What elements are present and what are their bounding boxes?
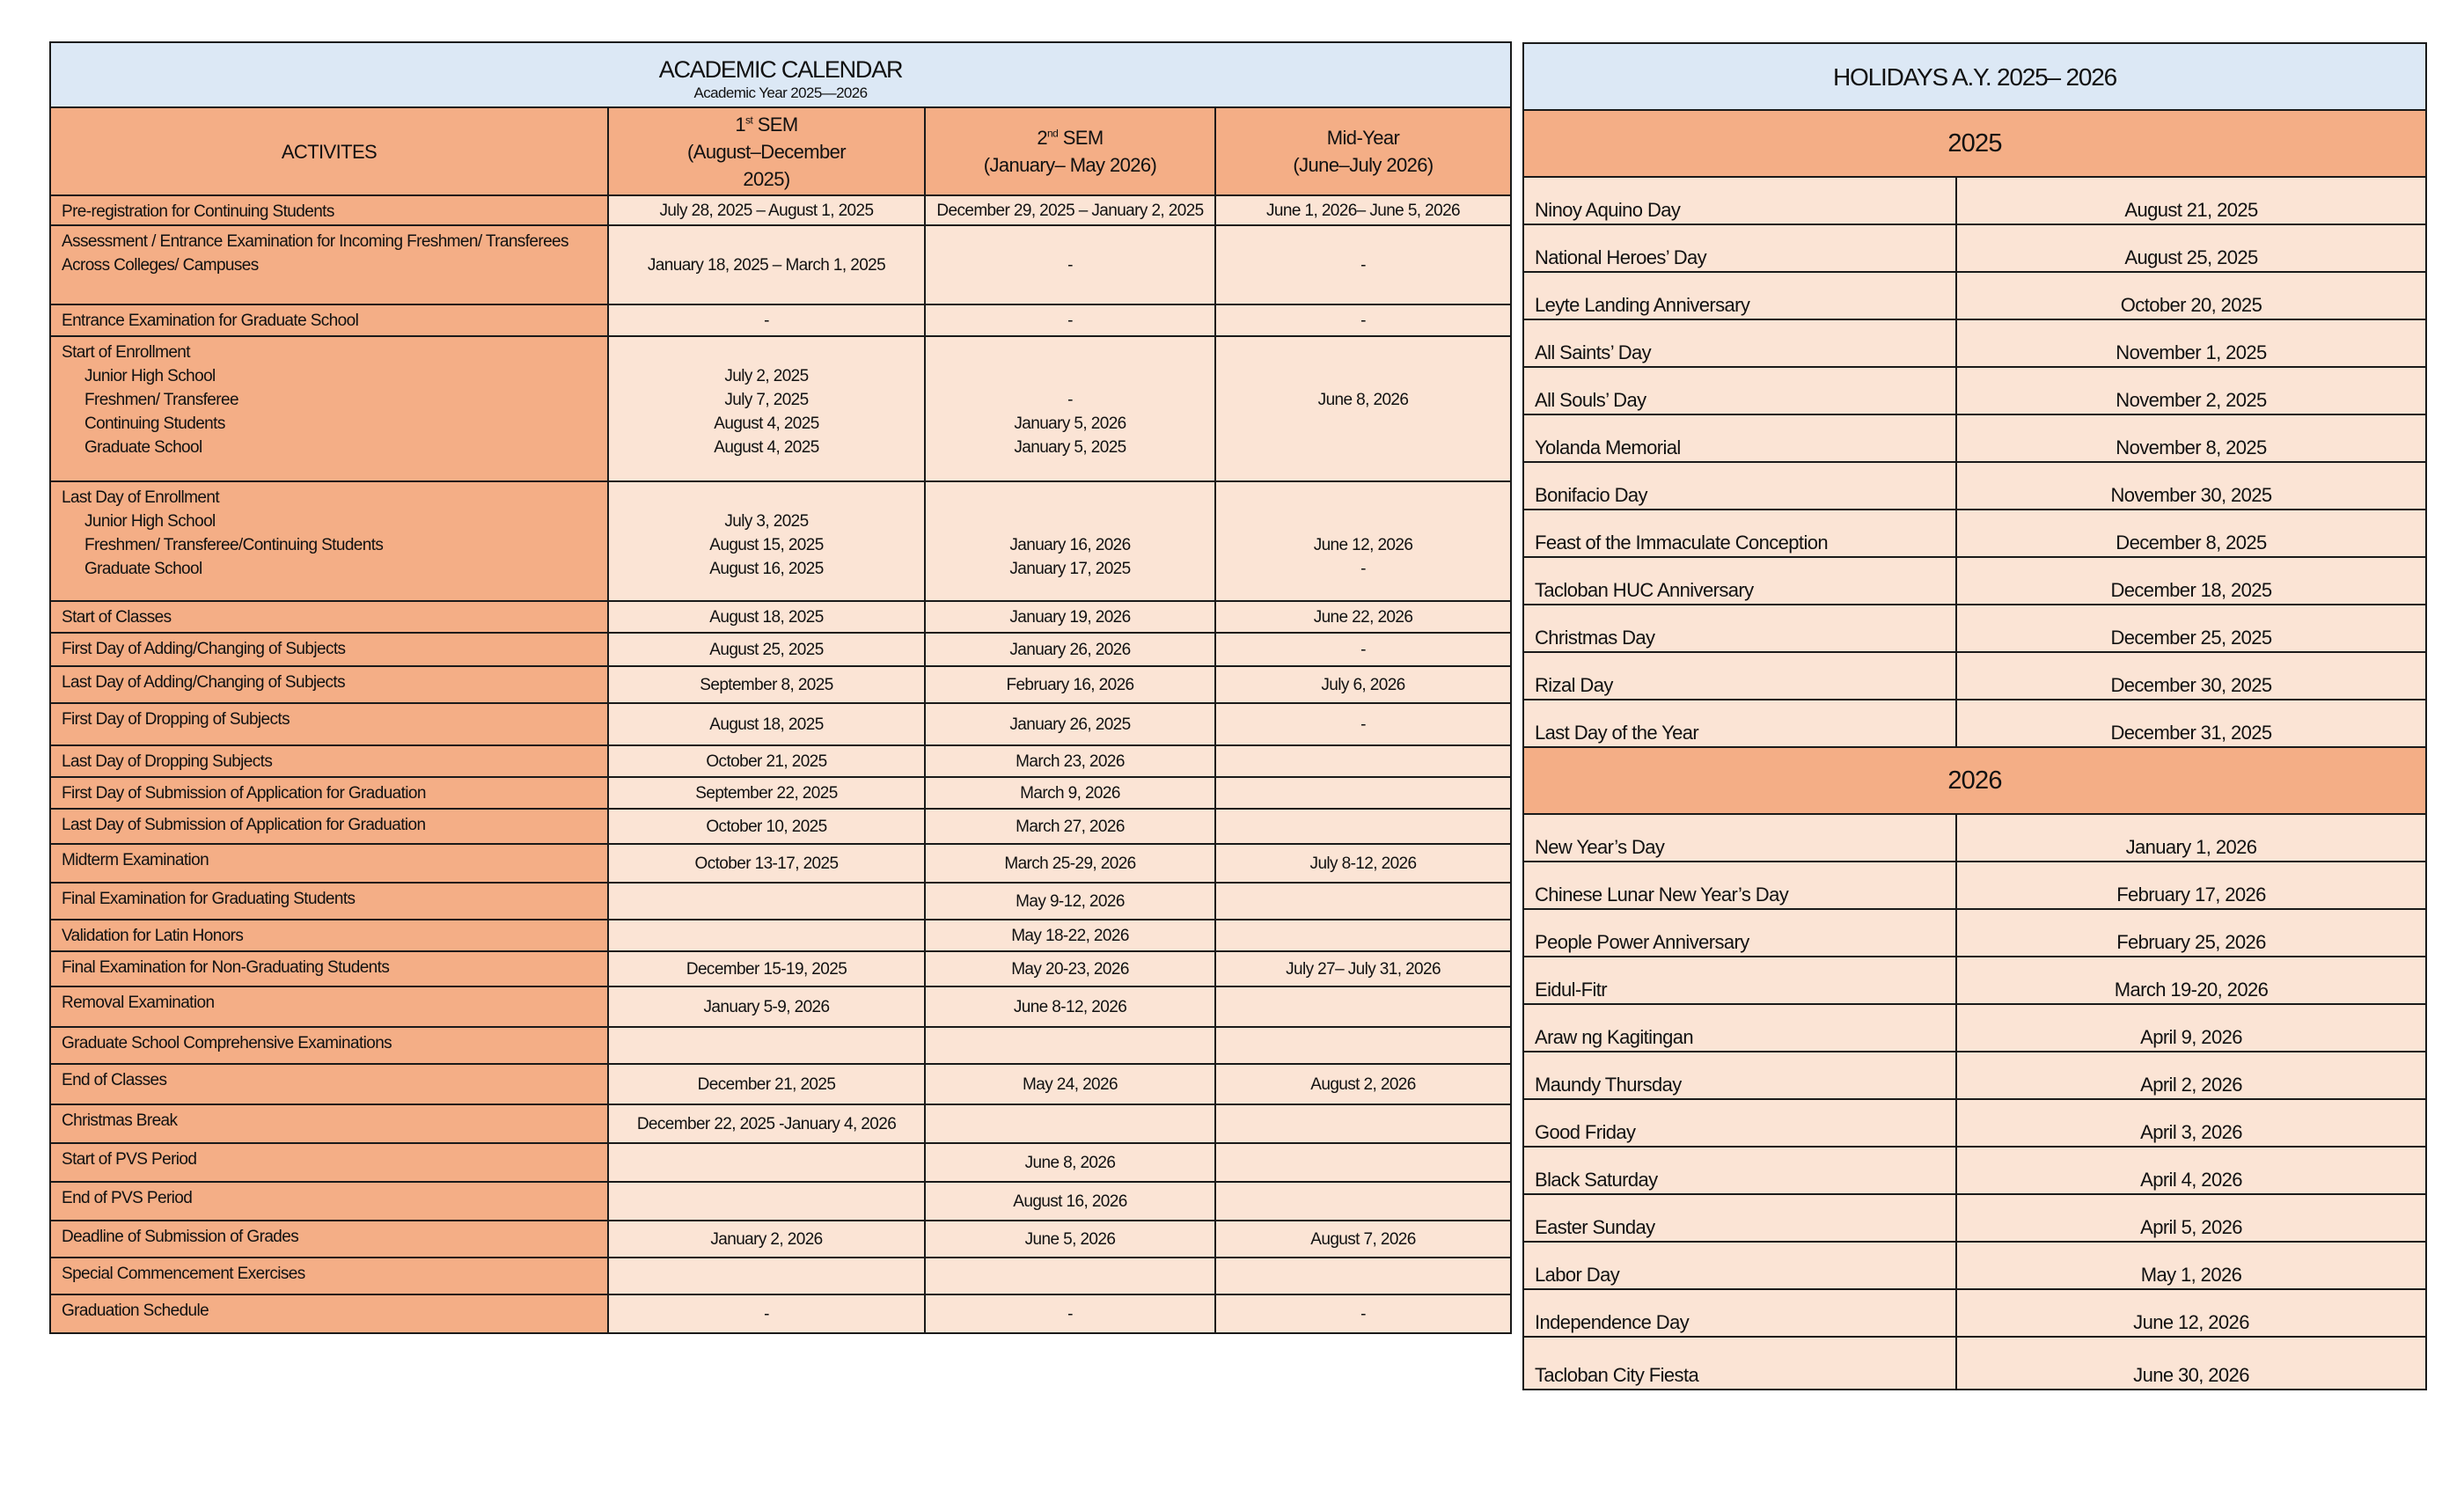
second-sem-cell xyxy=(925,1258,1215,1294)
holiday-date: May 1, 2026 xyxy=(1956,1242,2426,1289)
holiday-name: People Power Anniversary xyxy=(1523,909,1956,957)
holiday-date: April 4, 2026 xyxy=(1956,1147,2426,1194)
holiday-name: Good Friday xyxy=(1523,1099,1956,1147)
activity-cell xyxy=(50,745,608,777)
holiday-date: November 30, 2025 xyxy=(1956,462,2426,510)
mid-year-date: - xyxy=(1360,560,1366,578)
second-sem-cell: December 29, 2025 – January 2, 2025 xyxy=(925,195,1215,225)
first-sem-cell xyxy=(608,1143,925,1182)
holiday-name: All Saints’ Day xyxy=(1523,319,1956,367)
activity-label: Graduation Schedule xyxy=(62,1302,209,1320)
holiday-date: April 5, 2026 xyxy=(1956,1194,2426,1242)
first-sem-date: August 15, 2025 xyxy=(709,536,824,554)
mid-year-cell: June 1, 2026– June 5, 2026 xyxy=(1215,195,1511,225)
table-row xyxy=(50,986,1511,1027)
second-sem-cell: January 19, 2026 xyxy=(925,601,1215,633)
holiday-date: August 25, 2025 xyxy=(1956,224,2426,272)
second-sem-cell: June 8, 2026 xyxy=(925,1143,1215,1182)
activity-cell xyxy=(50,1258,608,1294)
second-sem-cell xyxy=(925,1027,1215,1064)
first-sem-cell: - xyxy=(608,1294,925,1333)
holiday-row xyxy=(1523,1242,2426,1289)
second-sem-cell: March 27, 2026 xyxy=(925,809,1215,844)
second-sem-cell: June 8-12, 2026 xyxy=(925,986,1215,1027)
activity-sub-label: Graduate School xyxy=(84,560,202,578)
activity-cell xyxy=(50,951,608,986)
holiday-date: December 8, 2025 xyxy=(1956,510,2426,557)
table-row xyxy=(50,703,1511,745)
holiday-date: April 3, 2026 xyxy=(1956,1099,2426,1147)
first-sem-cell: August 18, 2025 xyxy=(608,601,925,633)
activity-cell xyxy=(50,1104,608,1143)
mid-year-cell: August 2, 2026 xyxy=(1215,1064,1511,1104)
academic-year-subtitle: Academic Year 2025—2026 xyxy=(693,84,868,101)
first-sem-cell xyxy=(608,336,925,481)
activity-label: Last Day of Submission of Application for Graduation xyxy=(62,816,426,834)
activity-cell xyxy=(50,336,608,481)
first-sem-cell: December 15-19, 2025 xyxy=(608,951,925,986)
first-sem-date: August 16, 2025 xyxy=(709,560,824,578)
activity-cell xyxy=(50,809,608,844)
mid-year-cell xyxy=(1215,920,1511,951)
second-sem-cell: May 18-22, 2026 xyxy=(925,920,1215,951)
first-sem-cell: August 25, 2025 xyxy=(608,633,925,666)
activity-label: Midterm Examination xyxy=(62,851,209,869)
second-sem-cell: - xyxy=(925,225,1215,304)
holidays-body xyxy=(1523,110,2426,1390)
first-sem-cell: July 28, 2025 – August 1, 2025 xyxy=(608,195,925,225)
holiday-date: December 30, 2025 xyxy=(1956,652,2426,700)
first-sem-cell xyxy=(608,920,925,951)
activity-cell xyxy=(50,225,608,304)
activity-cell xyxy=(50,920,608,951)
table-row xyxy=(50,1294,1511,1333)
holiday-name: Eidul-Fitr xyxy=(1523,957,1956,1004)
second-sem-cell: - xyxy=(925,304,1215,336)
second-sem-cell: August 16, 2026 xyxy=(925,1182,1215,1221)
table-row xyxy=(50,666,1511,703)
second-sem-cell: March 9, 2026 xyxy=(925,777,1215,809)
holiday-row xyxy=(1523,510,2426,557)
academic-calendar-header xyxy=(50,42,1511,107)
holiday-name: All Souls’ Day xyxy=(1523,367,1956,414)
first-sem-date: August 4, 2025 xyxy=(714,414,819,433)
activity-sub-label: Freshmen/ Transferee/Continuing Students xyxy=(84,536,384,554)
first-sem-date: July 7, 2025 xyxy=(724,391,809,409)
mid-year-cell xyxy=(1215,809,1511,844)
first-sem-cell: August 18, 2025 xyxy=(608,703,925,745)
holiday-date: February 17, 2026 xyxy=(1956,862,2426,909)
holiday-row xyxy=(1523,1289,2426,1337)
holiday-row xyxy=(1523,367,2426,414)
column-header-second-sem: 2nd SEM (January– May 2026) xyxy=(925,107,1215,195)
activity-cell xyxy=(50,1064,608,1104)
mid-year-cell: - xyxy=(1215,703,1511,745)
mid-year-cell: June 22, 2026 xyxy=(1215,601,1511,633)
first-sem-cell: December 22, 2025 -January 4, 2026 xyxy=(608,1104,925,1143)
holiday-name: Black Saturday xyxy=(1523,1147,1956,1194)
second-sem-date: January 5, 2026 xyxy=(1014,414,1126,433)
activity-cell xyxy=(50,304,608,336)
holiday-name: Rizal Day xyxy=(1523,652,1956,700)
holiday-date: December 25, 2025 xyxy=(1956,605,2426,652)
column-header-mid-year: Mid-Year (June–July 2026) xyxy=(1215,107,1511,195)
activity-sub-label: Continuing Students xyxy=(84,414,225,433)
second-sem-cell: February 16, 2026 xyxy=(925,666,1215,703)
holiday-row xyxy=(1523,1337,2426,1390)
holiday-row xyxy=(1523,224,2426,272)
column-header-first-sem: 1st SEM (August–December 2025) xyxy=(608,107,925,195)
mid-year-cell xyxy=(1215,481,1511,601)
mid-year-date: June 12, 2026 xyxy=(1313,536,1413,554)
holiday-name: Yolanda Memorial xyxy=(1523,414,1956,462)
activity-sub-label: Freshmen/ Transferee xyxy=(84,391,238,409)
mid-year-cell xyxy=(1215,986,1511,1027)
holiday-date: December 18, 2025 xyxy=(1956,557,2426,605)
table-row xyxy=(50,1143,1511,1182)
first-sem-cell xyxy=(608,1027,925,1064)
mid-year-cell xyxy=(1215,745,1511,777)
activity-cell xyxy=(50,481,608,601)
activity-label: Deadline of Submission of Grades xyxy=(62,1228,299,1246)
holiday-name: Independence Day xyxy=(1523,1289,1956,1337)
activity-cell xyxy=(50,883,608,920)
activity-label: Start of Enrollment xyxy=(62,343,190,362)
second-sem-date: January 5, 2025 xyxy=(1014,438,1126,457)
activity-sub-label: Graduate School xyxy=(84,438,202,457)
table-row xyxy=(50,1104,1511,1143)
first-sem-cell: October 21, 2025 xyxy=(608,745,925,777)
holiday-name: Chinese Lunar New Year’s Day xyxy=(1523,862,1956,909)
holiday-row xyxy=(1523,909,2426,957)
holiday-row xyxy=(1523,1147,2426,1194)
holiday-name: Christmas Day xyxy=(1523,605,1956,652)
table-row xyxy=(50,745,1511,777)
holiday-row xyxy=(1523,1099,2426,1147)
mid-year-cell xyxy=(1215,1182,1511,1221)
first-sem-cell: September 8, 2025 xyxy=(608,666,925,703)
activity-cell xyxy=(50,986,608,1027)
second-sem-cell xyxy=(925,1104,1215,1143)
table-row xyxy=(50,304,1511,336)
table-row xyxy=(50,1064,1511,1104)
table-row xyxy=(50,195,1511,225)
holidays-title: HOLIDAYS A.Y. 2025– 2026 xyxy=(1523,43,2426,110)
academic-calendar-body xyxy=(50,195,1511,1333)
second-sem-cell: May 24, 2026 xyxy=(925,1064,1215,1104)
first-sem-cell: October 13-17, 2025 xyxy=(608,844,925,883)
activity-label: Validation for Latin Honors xyxy=(62,927,244,945)
holiday-name: Easter Sunday xyxy=(1523,1194,1956,1242)
mid-year-cell: - xyxy=(1215,633,1511,666)
holiday-date: June 12, 2026 xyxy=(1956,1289,2426,1337)
holiday-year-row xyxy=(1523,110,2426,177)
holiday-row xyxy=(1523,862,2426,909)
mid-year-cell: August 7, 2026 xyxy=(1215,1221,1511,1258)
activity-label: Final Examination for Graduating Students xyxy=(62,890,356,908)
activity-cell xyxy=(50,1221,608,1258)
holiday-date: October 20, 2025 xyxy=(1956,272,2426,319)
first-sem-cell: - xyxy=(608,304,925,336)
first-sem-cell: December 21, 2025 xyxy=(608,1064,925,1104)
activity-label: Start of Classes xyxy=(62,608,172,627)
activity-label: Christmas Break xyxy=(62,1111,178,1130)
holiday-row xyxy=(1523,1194,2426,1242)
second-sem-date: January 16, 2026 xyxy=(1009,536,1131,554)
activity-cell xyxy=(50,844,608,883)
mid-year-cell xyxy=(1215,1027,1511,1064)
activity-label: Last Day of Adding/Changing of Subjects xyxy=(62,673,345,692)
table-row xyxy=(50,920,1511,951)
first-sem-cell: October 10, 2025 xyxy=(608,809,925,844)
holiday-row xyxy=(1523,1052,2426,1099)
second-sem-cell: May 9-12, 2026 xyxy=(925,883,1215,920)
holiday-date: August 21, 2025 xyxy=(1956,177,2426,224)
mid-year-cell xyxy=(1215,883,1511,920)
table-row xyxy=(50,601,1511,633)
holiday-year-header: 2026 xyxy=(1523,747,2426,814)
holiday-date: February 25, 2026 xyxy=(1956,909,2426,957)
mid-year-cell: June 8, 2026 xyxy=(1215,336,1511,481)
holiday-row xyxy=(1523,557,2426,605)
holiday-date: January 1, 2026 xyxy=(1956,814,2426,862)
activity-cell xyxy=(50,633,608,666)
mid-year-cell xyxy=(1215,777,1511,809)
mid-year-cell: - xyxy=(1215,304,1511,336)
mid-year-cell: - xyxy=(1215,225,1511,304)
mid-year-cell xyxy=(1215,1143,1511,1182)
second-sem-cell: June 5, 2026 xyxy=(925,1221,1215,1258)
holiday-date: November 2, 2025 xyxy=(1956,367,2426,414)
holiday-row xyxy=(1523,957,2426,1004)
holiday-row xyxy=(1523,1004,2426,1052)
column-header-activities: ACTIVITES xyxy=(50,107,608,195)
activity-cell xyxy=(50,1182,608,1221)
holiday-year-header: 2025 xyxy=(1523,110,2426,177)
holiday-row xyxy=(1523,605,2426,652)
holiday-name: Bonifacio Day xyxy=(1523,462,1956,510)
holiday-date: April 2, 2026 xyxy=(1956,1052,2426,1099)
holiday-date: December 31, 2025 xyxy=(1956,700,2426,747)
table-row xyxy=(50,883,1511,920)
activity-label: Special Commencement Exercises xyxy=(62,1265,305,1283)
activity-label: Graduate School Comprehensive Examinations xyxy=(62,1034,392,1052)
activity-label: Entrance Examination for Graduate School xyxy=(62,312,359,330)
activity-label: Last Day of Enrollment xyxy=(62,488,219,507)
second-sem-cell: March 23, 2026 xyxy=(925,745,1215,777)
first-sem-date: July 3, 2025 xyxy=(724,512,809,531)
table-row xyxy=(50,1182,1511,1221)
table-row xyxy=(50,1027,1511,1064)
mid-year-cell: - xyxy=(1215,1294,1511,1333)
holiday-row xyxy=(1523,814,2426,862)
table-row xyxy=(50,336,1511,481)
holiday-name: Tacloban HUC Anniversary xyxy=(1523,557,1956,605)
second-sem-date: January 17, 2025 xyxy=(1009,560,1131,578)
activity-cell xyxy=(50,1143,608,1182)
holiday-name: Labor Day xyxy=(1523,1242,1956,1289)
table-row xyxy=(50,809,1511,844)
holiday-name: Leyte Landing Anniversary xyxy=(1523,272,1956,319)
mid-year-cell xyxy=(1215,1104,1511,1143)
second-sem-date: - xyxy=(1067,391,1073,409)
first-sem-cell xyxy=(608,481,925,601)
first-sem-cell xyxy=(608,883,925,920)
activity-cell xyxy=(50,703,608,745)
holiday-row xyxy=(1523,652,2426,700)
mid-year-cell: July 6, 2026 xyxy=(1215,666,1511,703)
activity-label: End of Classes xyxy=(62,1071,167,1089)
first-sem-cell xyxy=(608,1182,925,1221)
holiday-row xyxy=(1523,414,2426,462)
activity-label: First Day of Dropping of Subjects xyxy=(62,710,290,729)
holiday-name: Araw ng Kagitingan xyxy=(1523,1004,1956,1052)
holiday-year-row xyxy=(1523,747,2426,814)
mid-year-cell: July 8-12, 2026 xyxy=(1215,844,1511,883)
first-sem-date: July 2, 2025 xyxy=(724,367,809,385)
activity-cell xyxy=(50,195,608,225)
holiday-date: April 9, 2026 xyxy=(1956,1004,2426,1052)
holiday-date: November 8, 2025 xyxy=(1956,414,2426,462)
holiday-date: June 30, 2026 xyxy=(1956,1337,2426,1390)
activity-label: Assessment / Entrance Examination for Incoming Freshmen/ Transferees Across Colleges/ Campuses xyxy=(62,232,568,275)
activity-sub-label: Junior High School xyxy=(84,512,216,531)
holiday-date: November 1, 2025 xyxy=(1956,319,2426,367)
holiday-row xyxy=(1523,319,2426,367)
holiday-name: New Year’s Day xyxy=(1523,814,1956,862)
table-row xyxy=(50,1258,1511,1294)
table-row xyxy=(50,777,1511,809)
academic-calendar-title: ACADEMIC CALENDAR xyxy=(658,56,903,83)
holiday-name: Tacloban City Fiesta xyxy=(1523,1337,1956,1390)
first-sem-cell: January 18, 2025 – March 1, 2025 xyxy=(608,225,925,304)
second-sem-cell xyxy=(925,336,1215,481)
academic-calendar-table xyxy=(49,41,1512,1334)
second-sem-cell: January 26, 2025 xyxy=(925,703,1215,745)
activity-label: First Day of Submission of Application for Graduation xyxy=(62,784,426,803)
first-sem-cell: January 2, 2026 xyxy=(608,1221,925,1258)
activity-sub-label: Junior High School xyxy=(84,367,216,385)
holiday-row xyxy=(1523,177,2426,224)
activity-label: End of PVS Period xyxy=(62,1189,193,1207)
activity-label: First Day of Adding/Changing of Subjects xyxy=(62,640,346,658)
activity-cell xyxy=(50,666,608,703)
holidays-table xyxy=(1522,42,2427,1390)
table-row xyxy=(50,1221,1511,1258)
holiday-name: National Heroes’ Day xyxy=(1523,224,1956,272)
first-sem-cell: September 22, 2025 xyxy=(608,777,925,809)
table-row xyxy=(50,844,1511,883)
activity-cell xyxy=(50,1027,608,1064)
activity-cell xyxy=(50,1294,608,1333)
holiday-row xyxy=(1523,462,2426,510)
holiday-date: March 19-20, 2026 xyxy=(1956,957,2426,1004)
activity-label: Removal Examination xyxy=(62,994,215,1012)
holiday-row xyxy=(1523,700,2426,747)
holiday-name: Last Day of the Year xyxy=(1523,700,1956,747)
second-sem-cell: - xyxy=(925,1294,1215,1333)
holiday-row xyxy=(1523,272,2426,319)
table-row xyxy=(50,633,1511,666)
second-sem-cell: May 20-23, 2026 xyxy=(925,951,1215,986)
first-sem-cell xyxy=(608,1258,925,1294)
table-row xyxy=(50,481,1511,601)
second-sem-cell xyxy=(925,481,1215,601)
mid-year-cell xyxy=(1215,1258,1511,1294)
activity-cell xyxy=(50,601,608,633)
first-sem-cell: January 5-9, 2026 xyxy=(608,986,925,1027)
holiday-name: Maundy Thursday xyxy=(1523,1052,1956,1099)
holiday-name: Feast of the Immaculate Conception xyxy=(1523,510,1956,557)
activity-label: Pre-registration for Continuing Students xyxy=(62,202,334,221)
table-row xyxy=(50,225,1511,304)
activity-cell xyxy=(50,777,608,809)
mid-year-cell: July 27– July 31, 2026 xyxy=(1215,951,1511,986)
first-sem-date: August 4, 2025 xyxy=(714,438,819,457)
second-sem-cell: March 25-29, 2026 xyxy=(925,844,1215,883)
activity-label: Last Day of Dropping Subjects xyxy=(62,752,273,771)
activity-label: Final Examination for Non-Graduating Students xyxy=(62,958,390,977)
activity-label: Start of PVS Period xyxy=(62,1150,197,1169)
table-row xyxy=(50,951,1511,986)
second-sem-cell: January 26, 2026 xyxy=(925,633,1215,666)
holiday-name: Ninoy Aquino Day xyxy=(1523,177,1956,224)
